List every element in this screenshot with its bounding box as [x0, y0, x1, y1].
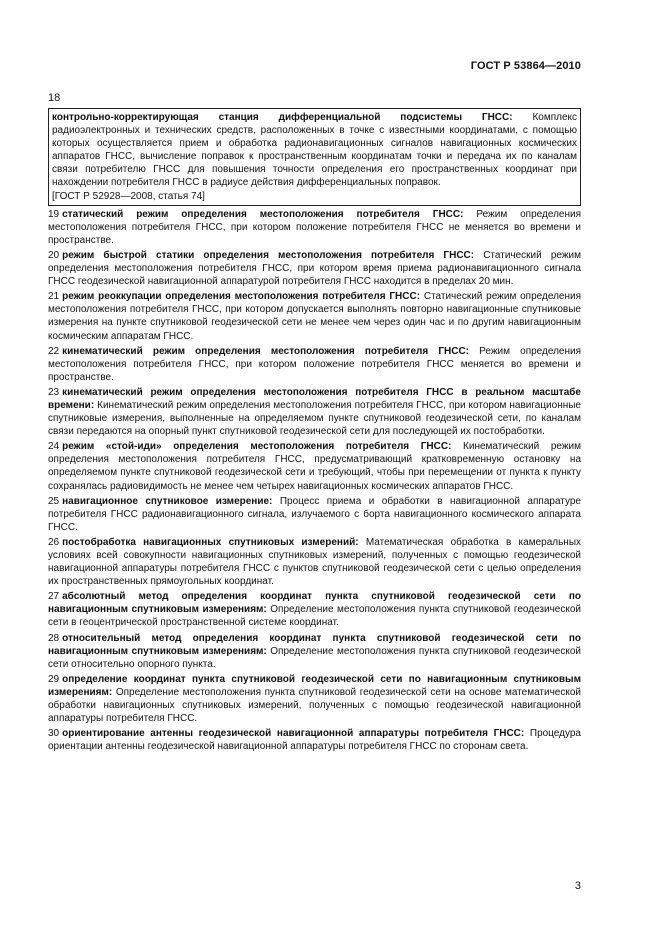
entry-term: кинематический режим определения местоположения потребителя ГНСС в реальном масштабе времени: — [48, 386, 581, 411]
entry-term: абсолютный метод определения координат пункта спутниковой геодезической сети по навигационным спутниковым измерениям: — [48, 591, 581, 616]
entry-number: 21 — [48, 291, 60, 303]
entry-number: 30 — [48, 728, 60, 740]
definition-entry — [48, 290, 581, 342]
definition-entry — [48, 727, 581, 753]
entry-definition: Определение местоположения пункта спутниковой геодезической сети относительно опорного пункта. — [48, 645, 581, 670]
entries-list — [48, 208, 581, 754]
entry-definition: Математическая обработка в камеральных условиях всей совокупности навигационных спутниковых измерений, полученных с помощью геодезической навигационной аппаратуры потребителя ГНСС с пунктов спутниковой геодезической сети с целью определения их пространственных прямоугольных координат. — [48, 536, 582, 588]
definition-entry — [48, 632, 581, 671]
definition-entry — [48, 208, 581, 247]
entry-term: ориентирование антенны геодезической навигационной аппаратуры потребителя ГНСС: — [62, 728, 525, 740]
entry-definition: Определение местоположения пункта спутниковой геодезической сети на основе математической обработки навигационных спутниковых измерений, полученных с помощью геодезической навигационной аппаратуры потребителя ГНСС. — [48, 686, 581, 725]
entry-definition: Режим определения местоположения потребителя ГНСС, при котором положение потребителя ГНСС меняется во времени и пространстве. — [48, 345, 582, 383]
definition: Комплекс радиоэлектронных и технических средств, расположенных в точке с известными координатами, с помощью которых осуществляется прием и обработка радионавигационных сигналов навигационных космических аппаратов ГНСС, вычисление поправок к пространственным координатам точки и передача их по каналам связи потребителю ГНСС для повышения точности определения его пространственных координат при нахождении потребителя ГНСС в радиусе действия дифференциальных поправок. — [52, 112, 578, 189]
section-number: 18 — [48, 92, 61, 104]
page-number: 3 — [574, 880, 581, 892]
entry-definition: Статический режим определения местоположения потребителя ГНСС, при котором время приема радионавигационного сигнала ГНСС геодезической навигационной аппаратурой потребителя ГНСС находится в пределах 20 мин. — [48, 249, 581, 288]
page-header-standard: ГОСТ Р 53864—2010 — [470, 60, 581, 72]
entry-definition: Определение местоположения пункта спутниковой геодезической сети в геоцентрической пространственной системе координат. — [48, 604, 581, 629]
entry-term: режим реоккупации определения местоположения потребителя ГНСС: — [62, 291, 421, 303]
entry-term: режим быстрой статики определения местоположения потребителя ГНСС: — [62, 249, 475, 261]
entry-number: 29 — [48, 673, 60, 685]
entry-definition: Процесс приема и обработки в навигационной аппаратуре потребителя ГНСС радионавигационного сигнала, излучаемого с борта навигационного космического аппарата ГНСС. — [48, 495, 581, 533]
definition-entry — [48, 673, 581, 725]
definition-entry — [48, 536, 581, 588]
entry-term: относительный метод определения координат пункта спутниковой геодезической сети по навигационным спутниковым измерениям: — [48, 632, 581, 657]
definition-entry — [48, 590, 581, 629]
entry-definition: Кинематический режим определения местоположения потребителя ГНСС, предусматривающий кратковременную остановку на определяемом пункте спутниковой геодезической сети и требующий, чтобы при перемещении от пункта к пункту сохранялась радиовидимость не менее чем четырех навигационных космических аппаратов ГНСС. — [48, 441, 581, 492]
entry-number: 27 — [48, 591, 60, 603]
entry-number: 22 — [48, 345, 60, 357]
boxed-definition — [48, 108, 581, 206]
entry-number: 20 — [48, 249, 60, 261]
entry-term: статический режим определения местоположения потребителя ГНСС: — [62, 208, 464, 220]
document-body — [48, 108, 581, 755]
entry-number: 28 — [48, 632, 60, 644]
entry-term: постобработка навигационных спутниковых измерений: — [62, 536, 359, 548]
entry-term: навигационное спутниковое измерение: — [62, 495, 273, 507]
definition-entry — [48, 440, 581, 492]
term: контрольно-корректирующая станция дифференциальной подсистемы ГНСС: — [52, 112, 513, 123]
reference: [ГОСТ Р 52928—2008, статья 74] — [52, 190, 205, 202]
boxed-definition-text — [52, 111, 577, 190]
entry-definition: Кинематический режим определения местоположения потребителя ГНСС, при котором навигационные спутниковые измерения, выполненные на определяемом пункте спутниковой геодезической сети, по каналам связи передаются на опорный пункт спутниковой геодезической сети для последующей их постобработки. — [48, 399, 581, 438]
definition-entry — [48, 386, 581, 438]
entry-definition: Процедура ориентации антенны геодезической навигационной аппаратуры потребителя ГНСС по сторонам света. — [48, 728, 581, 753]
definition-entry — [48, 249, 581, 288]
entry-number: 19 — [48, 208, 60, 220]
definition-entry — [48, 495, 581, 534]
entry-number: 23 — [48, 386, 60, 398]
entry-term: определение координат пункта спутниковой геодезической сети по навигационным спутниковым измерениям: — [48, 673, 581, 698]
entry-number: 24 — [48, 441, 60, 453]
entry-number: 26 — [48, 536, 60, 548]
entry-term: режим «стой-иди» определения местоположения потребителя ГНСС: — [62, 441, 452, 453]
entry-number: 25 — [48, 495, 60, 507]
entry-definition: Статический режим определения местоположения потребителя ГНСС, при котором допускается выполнять повторно навигационные спутниковые измерения на пункте спутниковой геодезической сети не менее чем через один час и по другим навигационным космическим аппаратам ГНСС. — [48, 291, 581, 342]
entry-definition: Режим определения местоположения потребителя ГНСС, при котором положение потребителя ГНСС не меняется во времени и пространстве. — [48, 208, 581, 246]
definition-entry — [48, 345, 581, 384]
entry-term: кинематический режим определения местоположения потребителя ГНСС: — [62, 345, 470, 357]
